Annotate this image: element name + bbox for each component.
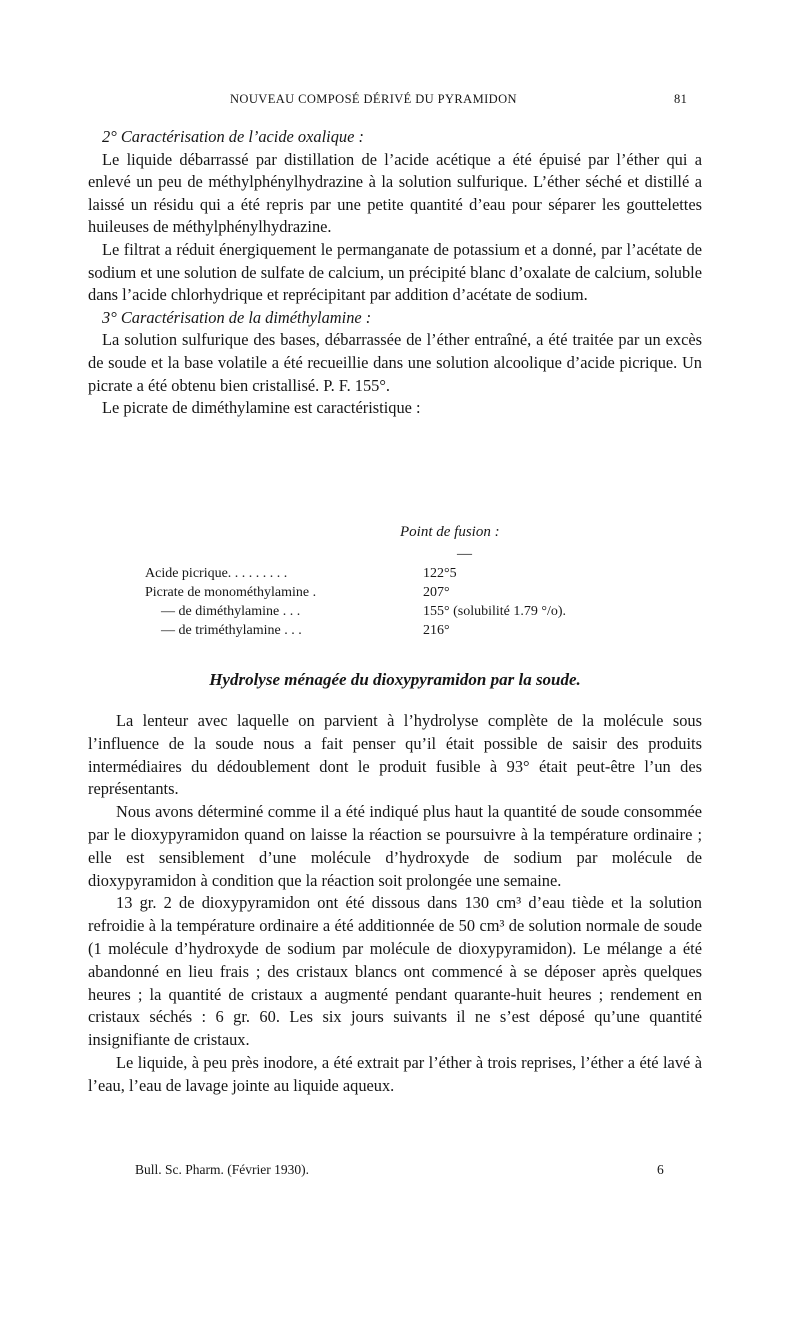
table-caption: Point de fusion : bbox=[400, 524, 500, 540]
paragraph: Le filtrat a réduit énergiquement le permanganate de potassium et a donné, par l’acétate de sodium et une solution de sulfate de calcium, un précipité blanc d’oxalate de calcium, soluble dans l’acide chlorhydrique et reprécipitant par addition d’acétate de sodium. bbox=[88, 239, 702, 305]
paragraph: Le liquide débarrassé par distillation de l’acide acétique a été épuisé par l’éther qui a enlevé un peu de méthylphénylhydrazine à la solution sulfurique. L’éther séché et distillé a laissé un résidu qui a été repris par une petite quantité d’eau pour séparer les gouttelettes huileuses de méthylphénylhydrazine. bbox=[88, 149, 702, 237]
table-row-label: — de triméthylamine . . . bbox=[161, 623, 302, 638]
table-row-label: Acide picrique. . . . . . . . . bbox=[145, 566, 288, 581]
section-heading-dimethylamine: 3° Caractérisation de la diméthylamine : bbox=[102, 307, 372, 327]
paragraph: 13 gr. 2 de dioxypyramidon ont été dissous dans 130 cm³ d’eau tiède et la solution refroidie à la température ordinaire a été additionnée de 50 cm³ de solution normale de soude (1 molécule d’hydroxyde de sodium par molécule de dioxypyramidon). Le mélange a été abandonné en lieu frais ; des cristaux blancs ont commencé à se déposer après quelques heures ; la quantité de cristaux a augmenté pendant quarante-huit heures ; rendement en cristaux séchés : 6 gr. 60. Les six jours suivants il ne s’est déposé qu’une quantité insignifiante de cristaux. bbox=[88, 893, 702, 1050]
table-row bbox=[145, 604, 566, 620]
table-row bbox=[145, 566, 457, 582]
running-header-title: NOUVEAU COMPOSÉ DÉRIVÉ DU PYRAMIDON bbox=[230, 92, 517, 106]
table-row-value: 155° (solubilité 1.79 °/o). bbox=[423, 604, 567, 619]
table-row-value: 207° bbox=[423, 585, 450, 600]
section-title-hydrolysis: Hydrolyse ménagée du dioxypyramidon par la soude. bbox=[209, 670, 581, 689]
table-row-value: 216° bbox=[423, 623, 450, 638]
body-upper bbox=[88, 126, 702, 420]
section-heading-oxalic: 2° Caractérisation de l’acide oxalique : bbox=[102, 127, 364, 146]
body-lower bbox=[88, 710, 702, 1098]
table-row-value: 122°5 bbox=[423, 566, 457, 581]
table-row-label: Picrate de monométhylamine . bbox=[145, 585, 317, 600]
page-number: 81 bbox=[674, 92, 688, 106]
table-row bbox=[145, 623, 450, 639]
paragraph: Nous avons déterminé comme il a été indiqué plus haut la quantité de soude consommée par le dioxypyramidon quand on laisse la réaction se poursuivre à la température ordinaire ; elle est sensiblement d’une molécule d’hydroxyde de sodium par molécule de dioxypyramidon à condition que la réaction soit prolongée une semaine. bbox=[88, 802, 702, 890]
paragraph: Le liquide, à peu près inodore, a été extrait par l’éther à trois reprises, l’éther a été lavé à l’eau, l’eau de lavage jointe au liquide aqueux. bbox=[88, 1052, 702, 1095]
table-row bbox=[145, 585, 450, 601]
footer-citation: Bull. Sc. Pharm. (Février 1930). bbox=[135, 1162, 309, 1177]
paragraph: La solution sulfurique des bases, débarrassée de l’éther entraîné, a été traitée par un excès de soude et la base volatile a été recueillie dans une solution alcoolique d’acide picrique. Un picrate a été obtenu bien cristallisé. P. F. 155°. bbox=[88, 330, 702, 395]
table-caption-dash: — bbox=[457, 546, 472, 562]
paragraph: La lenteur avec laquelle on parvient à l’hydrolyse complète de la molécule sous l’influence de la soude nous a fait penser qu’il était possible de saisir des produits intermédiaires du dédoublement dont le produit fusible à 93° était peut-être l’un des représentants. bbox=[88, 711, 702, 799]
footer-signature-number: 6 bbox=[657, 1162, 664, 1177]
paragraph: Le picrate de diméthylamine est caractéristique : bbox=[102, 398, 421, 418]
table-row-label: — de diméthylamine . . . bbox=[161, 604, 301, 619]
